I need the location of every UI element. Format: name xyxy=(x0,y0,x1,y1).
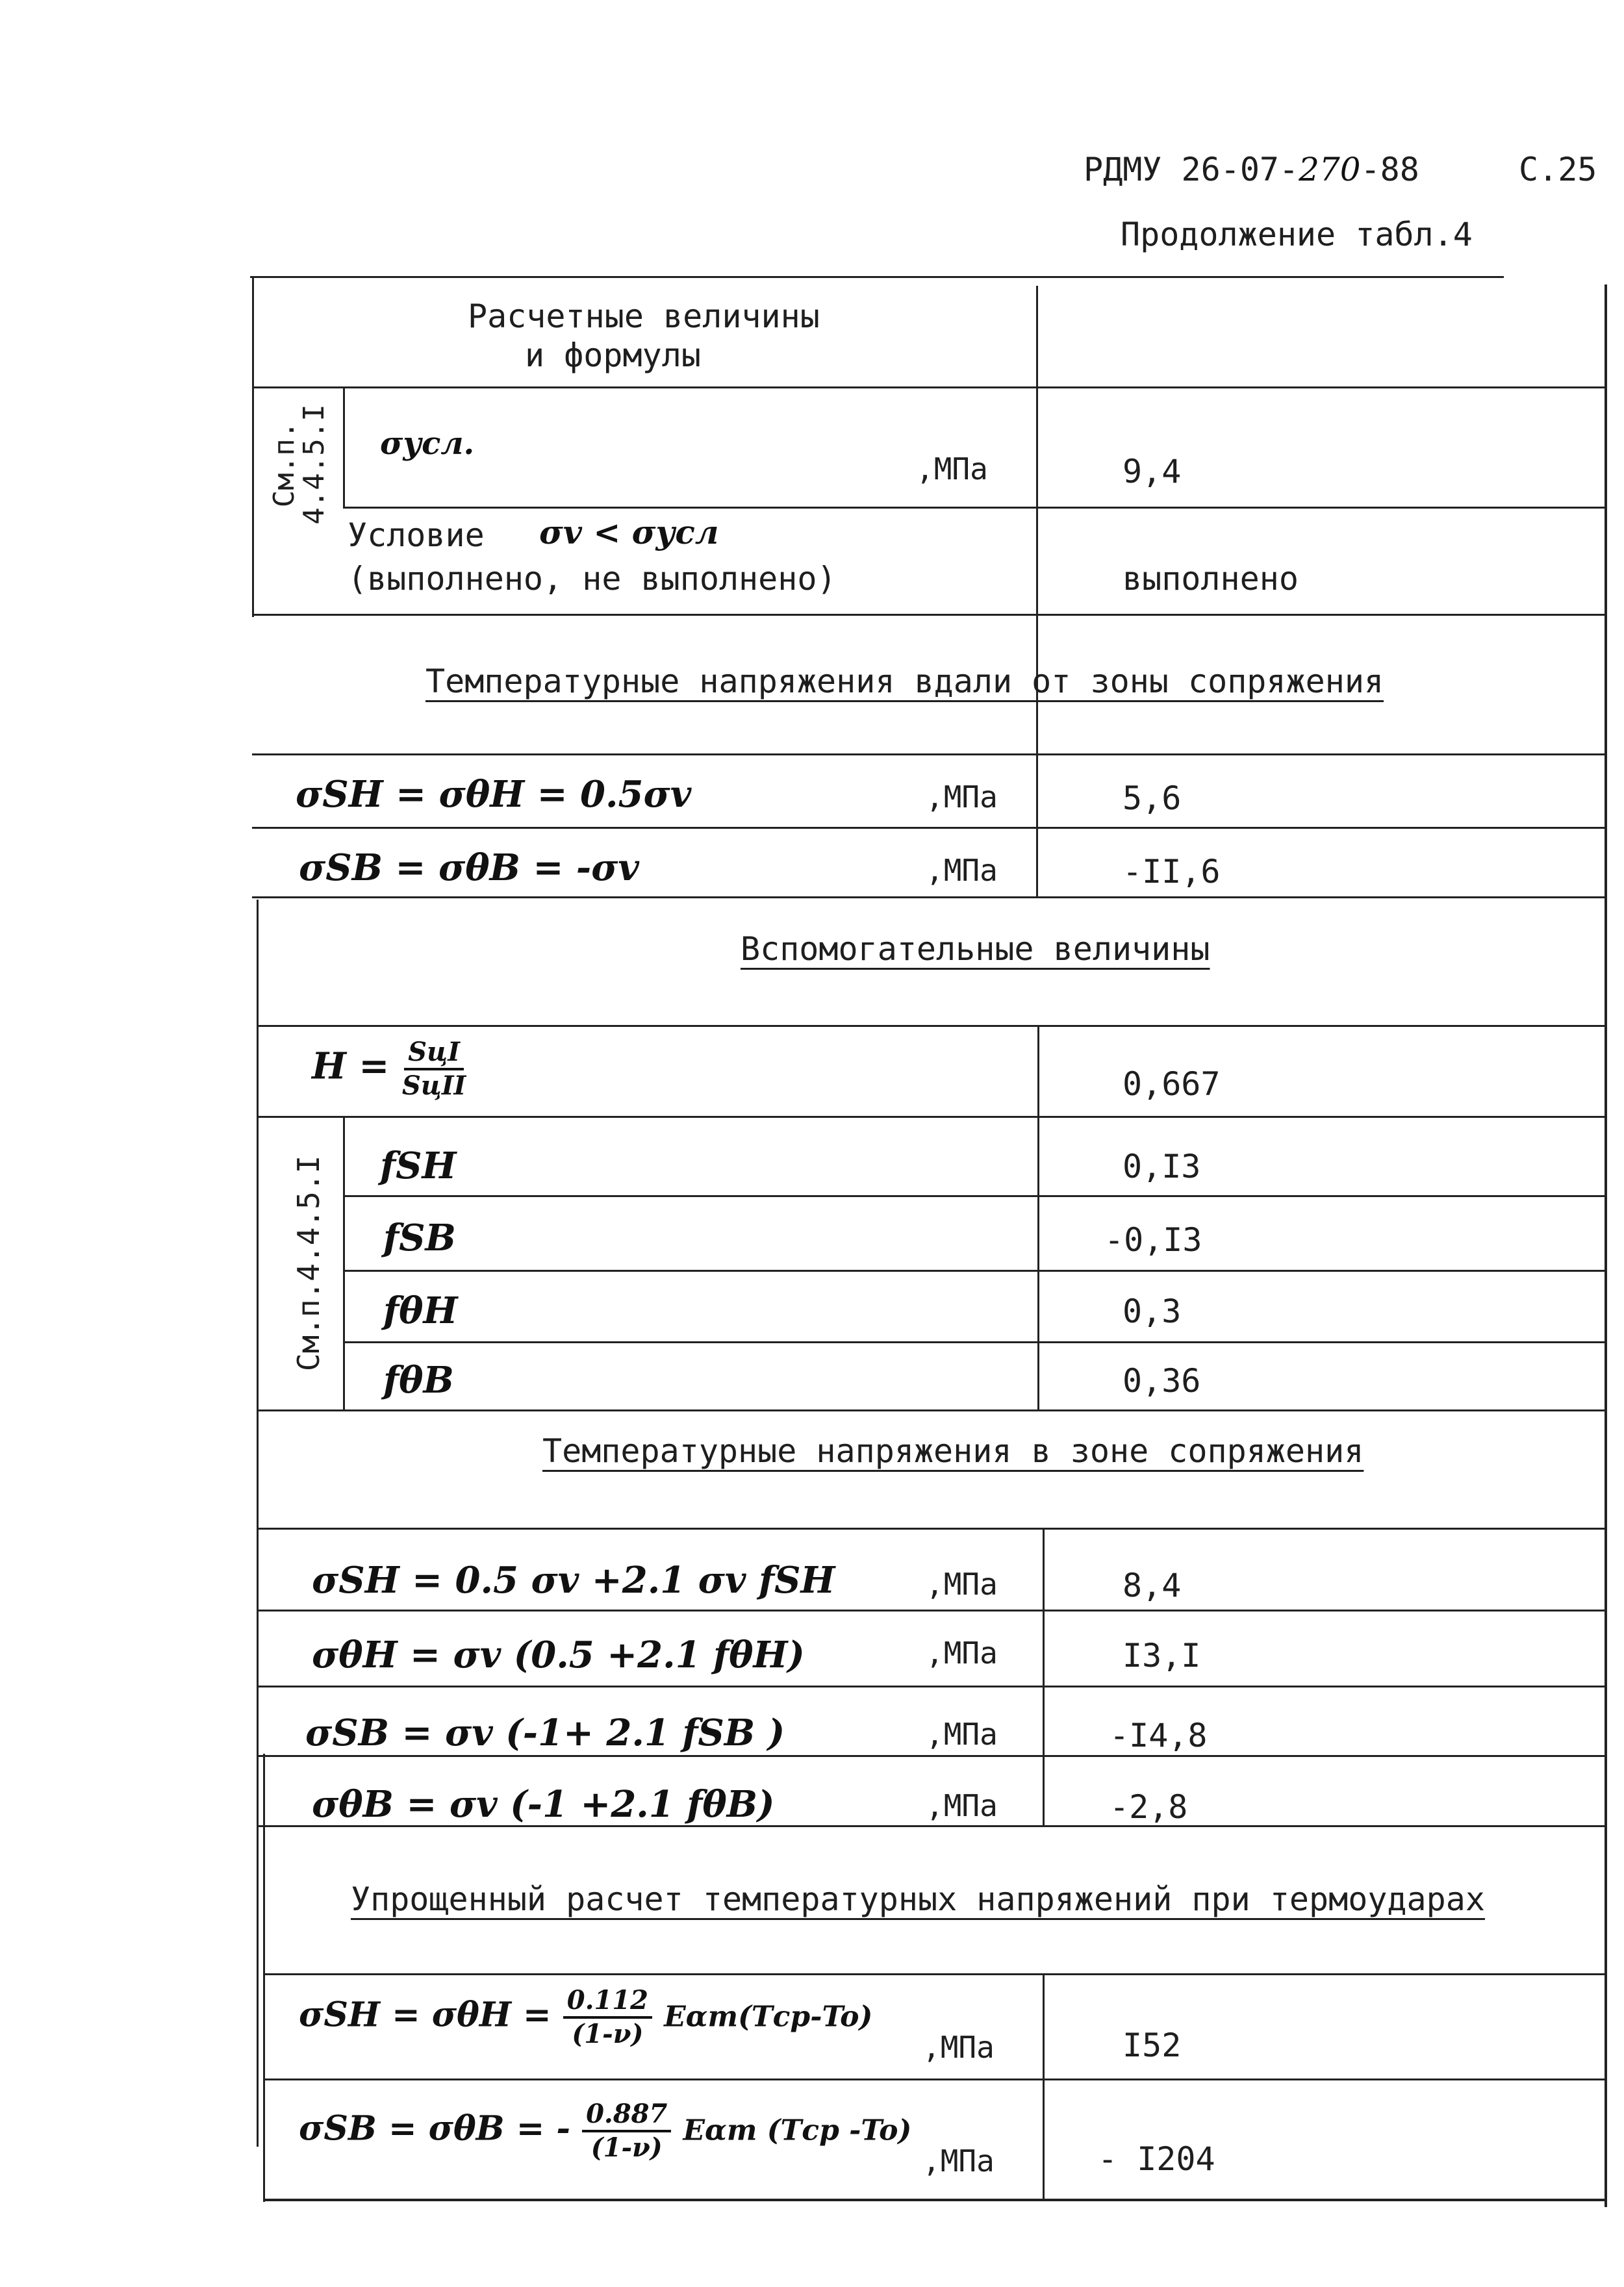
unit-junction-4: ,МПа xyxy=(926,1788,998,1823)
formula-junction-1: σSH = 0.5 σv +2.1 σv fSH xyxy=(312,1559,835,1602)
formula-f-sh: fSH xyxy=(380,1144,457,1187)
formula-junction-3: σSB = σv (-1+ 2.1 fSB ) xyxy=(305,1712,785,1754)
value-f-theta-b: 0,36 xyxy=(1123,1362,1201,1400)
side-reference-1 xyxy=(270,393,335,536)
formula-f-theta-h: fθH xyxy=(383,1289,458,1332)
formula-shock-2-denominator: (1-ν) xyxy=(590,2132,663,2163)
doc-code-prefix: РДМУ 26-07- xyxy=(1084,151,1299,188)
value-f-theta-h: 0,3 xyxy=(1123,1293,1182,1330)
formula-junction-2: σθH = σv (0.5 +2.1 fθH) xyxy=(312,1634,805,1676)
side-reference-1-line2: 4.4.5.I xyxy=(298,404,331,525)
formula-shock-2-numerator: 0.887 xyxy=(582,2101,671,2132)
value-junction-1: 8,4 xyxy=(1123,1567,1182,1604)
formula-h xyxy=(312,1039,466,1099)
formula-shock-1-numerator: 0.112 xyxy=(563,1988,652,2019)
section-title-auxiliary: Вспомогательные величины xyxy=(741,930,1210,968)
unit-far-2: ,МПа xyxy=(926,853,998,888)
formula-shock-1-fraction xyxy=(563,1985,652,2049)
formula-shock-1-denominator: (1-ν) xyxy=(572,2019,644,2049)
formula-f-theta-b: fθB xyxy=(383,1359,454,1402)
formula-f-sb: fSB xyxy=(383,1217,456,1259)
formula-shock-1-rhs: Eαт(Tср-To) xyxy=(664,2000,873,2034)
column-header-line2: и формулы xyxy=(525,336,701,374)
document-code xyxy=(1084,151,1419,188)
value-far-1: 5,6 xyxy=(1123,779,1182,817)
condition-value: выполнено xyxy=(1123,560,1299,598)
doc-code-suffix: -88 xyxy=(1360,151,1419,188)
unit-junction-1: ,МПа xyxy=(926,1567,998,1602)
unit-far-1: ,МПа xyxy=(926,779,998,815)
unit-junction-2: ,МПа xyxy=(926,1636,998,1671)
value-far-2: -II,6 xyxy=(1123,853,1221,891)
condition-note: (выполнено, не выполнено) xyxy=(348,560,837,598)
page-number: С.25 xyxy=(1519,151,1597,188)
unit-mpa: ,МПа xyxy=(916,451,988,486)
value-shock-1: I52 xyxy=(1123,2027,1182,2064)
formula-far-1: σSH = σθH = 0.5σv xyxy=(296,773,692,816)
condition-label: Условие xyxy=(348,516,485,554)
formula-sigma-usl: σусл. xyxy=(380,425,475,462)
formula-far-2: σSB = σθB = -σv xyxy=(299,846,639,889)
formula-shock-2 xyxy=(299,2101,911,2161)
value-sigma-usl: 9,4 xyxy=(1123,453,1182,490)
value-junction-2: I3,I xyxy=(1123,1637,1201,1674)
formula-shock-2-rhs: Eαт (Tср -To) xyxy=(683,2114,912,2147)
formula-h-lhs: H = xyxy=(312,1044,390,1088)
section-title-junction-zone: Температурные напряжения в зоне сопряжения xyxy=(542,1432,1364,1470)
section-title-thermal-shock: Упрощенный расчет температурных напряжений при термоударах xyxy=(351,1880,1485,1918)
formula-shock-2-lhs: σSB = σθB = - xyxy=(299,2108,570,2149)
value-f-sh: 0,I3 xyxy=(1123,1148,1201,1185)
value-junction-4: -2,8 xyxy=(1110,1788,1188,1826)
formula-shock-2-fraction xyxy=(582,2101,671,2161)
section-title-far-from-junction: Температурные напряжения вдали от зоны сопряжения xyxy=(425,663,1384,700)
formula-h-numerator: SцI xyxy=(404,1039,464,1070)
condition-formula: σv < σусл xyxy=(539,513,719,551)
value-junction-3: -I4,8 xyxy=(1110,1717,1208,1754)
formula-shock-1-lhs: σSH = σθH = xyxy=(299,1995,552,2035)
side-reference-1-line1: См.п. xyxy=(268,421,301,508)
continuation-label: Продолжение табл.4 xyxy=(1121,216,1473,253)
formula-junction-4: σθB = σv (-1 +2.1 fθB) xyxy=(312,1783,775,1826)
formula-h-fraction xyxy=(402,1039,466,1099)
value-h: 0,667 xyxy=(1123,1065,1221,1103)
side-reference-2: См.п.4.4.5.I xyxy=(291,1155,326,1372)
unit-junction-3: ,МПа xyxy=(926,1717,998,1752)
column-header-line1: Расчетные величины xyxy=(468,297,820,335)
formula-shock-1 xyxy=(299,1985,873,2049)
doc-code-number: 270 xyxy=(1299,151,1361,188)
unit-shock-1: ,МПа xyxy=(922,2030,995,2065)
formula-h-denominator: SцII xyxy=(401,1070,466,1101)
value-shock-2: - I204 xyxy=(1098,2140,1215,2178)
unit-shock-2: ,МПа xyxy=(922,2143,995,2179)
value-f-sb: -0,I3 xyxy=(1104,1221,1202,1259)
